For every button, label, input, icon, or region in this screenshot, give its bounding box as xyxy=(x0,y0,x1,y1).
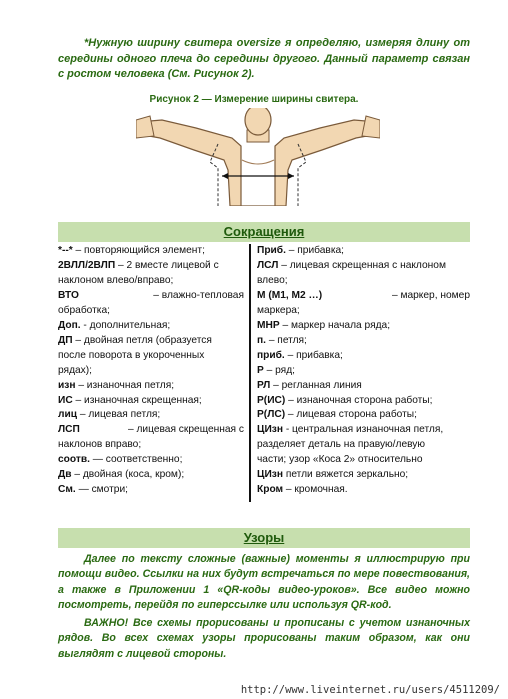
abbreviation-definition: маркера; xyxy=(257,304,300,316)
abbreviation-line xyxy=(257,453,470,468)
abbreviation-line xyxy=(58,364,244,379)
abbreviation-line xyxy=(58,274,244,289)
abbreviation-line xyxy=(58,379,244,394)
abbreviation-definition: – лицевая скрещенная с наклоном xyxy=(278,259,446,271)
patterns-paragraph: Далее по тексту сложные (важные) моменты я иллюстрирую при помощи видео. Ссылки на них будут встречаться по мере повествования, а также в Приложении 1 «QR-коды видео-уроков». Все видео можно посмотреть, перейдя по гиперссылке или используя QR-код. xyxy=(58,553,470,611)
abbreviation-line xyxy=(257,423,470,438)
abbreviation-term: Дв xyxy=(58,469,72,481)
abbreviations-header xyxy=(58,222,470,242)
patterns-title: Узоры xyxy=(243,530,285,545)
abbreviation-definition: – изнаночная скрещенная; xyxy=(72,394,202,406)
abbreviation-term: ЛСП xyxy=(58,424,80,436)
abbreviation-term: РЛ xyxy=(257,379,271,391)
abbreviation-definition: – повторяющийся элемент; xyxy=(72,245,205,256)
abbreviation-line xyxy=(257,349,470,364)
abbreviation-definition: — соответственно; xyxy=(89,454,183,466)
abbreviation-term: ВТО xyxy=(58,289,79,301)
intro-paragraph: *Нужную ширину свитера oversize я определяю, измеряя длину от середины одного плеча до середины другого. Данный параметр связан с ростом человека (См. Рисунок 2). xyxy=(58,37,470,80)
figure-caption: Рисунок 2 — Измерение ширины свитера. xyxy=(149,94,359,105)
abbreviations-title: Сокращения xyxy=(223,224,305,239)
abbreviation-term: М (М1, М2 …) xyxy=(257,289,323,301)
abbreviation-term: См. xyxy=(58,484,76,496)
abbreviation-term: Доп. xyxy=(58,319,81,331)
abbreviation-line xyxy=(257,379,470,394)
abbreviation-line xyxy=(257,438,470,453)
abbreviation-term: МНР xyxy=(257,319,280,331)
abbreviation-line xyxy=(58,423,244,438)
abbreviation-term: ЛСЛ xyxy=(257,259,279,271)
abbreviation-definition: – лицевая петля; xyxy=(77,409,161,421)
abbreviation-definition: петли вяжется зеркально; xyxy=(282,469,409,481)
abbreviation-definition: – маркер начала ряда; xyxy=(279,319,391,331)
abbreviation-definition: – влажно-тепловая xyxy=(153,289,244,301)
abbreviation-definition: – маркер, номер xyxy=(391,289,470,301)
abbreviation-line xyxy=(257,364,470,379)
abbreviation-line xyxy=(58,394,244,409)
abbreviation-definition: разделяет деталь на правую/левую xyxy=(257,439,426,451)
abbreviation-definition: — смотри; xyxy=(75,484,128,496)
abbreviation-line xyxy=(257,304,470,319)
abbreviation-definition: – изнаночная сторона работы; xyxy=(285,394,433,406)
abbreviation-term: Р(ЛС) xyxy=(257,409,286,421)
left-hand-shape xyxy=(136,116,154,138)
right-hand-shape xyxy=(362,116,380,138)
abbreviations-right-column xyxy=(251,244,470,502)
arrow-head-left-icon xyxy=(222,173,228,179)
abbreviation-definition: – ряд; xyxy=(263,364,295,376)
abbreviation-definition: - дополнительная; xyxy=(80,319,171,331)
abbreviation-definition: – прибавка; xyxy=(285,245,344,256)
abbreviation-definition: наклонов вправо; xyxy=(58,439,142,451)
abbreviation-term: Кром xyxy=(257,484,284,496)
abbreviation-definition: – петля; xyxy=(265,334,307,346)
abbreviation-term: Р xyxy=(257,364,264,376)
abbreviations-left-column xyxy=(58,244,251,502)
abbreviations-table xyxy=(58,244,470,502)
torso-illustration xyxy=(136,108,380,206)
abbreviation-line xyxy=(58,319,244,334)
chest-line xyxy=(242,160,274,164)
abbreviation-term: Р(ИС) xyxy=(257,394,286,406)
abbreviation-definition: – лицевая сторона работы; xyxy=(285,409,417,421)
abbreviation-definition: части; узор «Коса 2» относительно xyxy=(257,454,423,466)
abbreviation-line xyxy=(58,453,244,468)
abbreviation-term: ЦИзн xyxy=(257,469,283,481)
abbreviation-definition: после поворота в укороченных xyxy=(58,349,205,361)
abbreviation-term: соотв. xyxy=(58,454,90,466)
patterns-paragraph: ВАЖНО! Все схемы прорисованы и прописаны с учетом изнаночных рядов. Во всех схемах узоры прорисованы таким образом, как они выглядят с лицевой стороны. xyxy=(58,617,470,660)
abbreviation-line xyxy=(58,349,244,364)
abbreviation-line xyxy=(58,244,244,259)
abbreviation-definition: – двойная (коса, кром); xyxy=(71,469,185,481)
shoulder-measurement-figure xyxy=(136,108,380,206)
abbreviation-line xyxy=(257,334,470,349)
abbreviation-definition: обработка; xyxy=(58,304,110,316)
abbreviation-line xyxy=(257,259,470,274)
abbreviation-definition: – лицевая скрещенная с xyxy=(127,424,244,436)
abbreviation-term: ДП xyxy=(58,334,73,346)
abbreviation-line xyxy=(58,289,244,304)
abbreviation-line xyxy=(58,334,244,349)
abbreviation-definition: наклоном влево/вправо; xyxy=(58,274,174,286)
abbreviation-line xyxy=(257,468,470,483)
abbreviation-line xyxy=(257,319,470,334)
head-shape xyxy=(245,108,271,135)
abbreviation-term: Приб. xyxy=(257,245,286,256)
abbreviation-line xyxy=(58,468,244,483)
abbreviation-line xyxy=(58,408,244,423)
abbreviation-term: ИС xyxy=(58,394,73,406)
abbreviation-definition: – регланная линия xyxy=(270,379,362,391)
abbreviation-line xyxy=(257,394,470,409)
abbreviation-definition: – 2 вместе лицевой с xyxy=(115,259,219,271)
abbreviation-term: 2ВЛЛ/2ВЛП xyxy=(58,259,116,271)
abbreviation-line xyxy=(257,289,470,304)
arrow-head-right-icon xyxy=(288,173,294,179)
patterns-header xyxy=(58,528,470,548)
abbreviation-line xyxy=(58,259,244,274)
abbreviation-term: лиц xyxy=(58,409,77,421)
abbreviation-definition: рядах); xyxy=(58,364,92,376)
abbreviation-term: *--* xyxy=(58,245,73,256)
abbreviation-line xyxy=(257,274,470,289)
abbreviation-line xyxy=(58,438,244,453)
abbreviation-line xyxy=(257,244,470,259)
abbreviation-definition: – двойная петля (образуется xyxy=(72,334,212,346)
abbreviation-term: п. xyxy=(257,334,266,346)
abbreviation-term: приб. xyxy=(257,349,285,361)
abbreviation-definition: – изнаночная петля; xyxy=(75,379,175,391)
abbreviation-definition: - центральная изнаночная петля, xyxy=(282,424,444,436)
abbreviation-line xyxy=(257,408,470,423)
abbreviation-definition: влево; xyxy=(257,274,288,286)
abbreviation-term: ЦИзн xyxy=(257,424,283,436)
abbreviation-definition: – прибавка; xyxy=(284,349,343,361)
abbreviation-line xyxy=(257,483,470,498)
source-url: http://www.liveinternet.ru/users/4511209/ xyxy=(240,684,500,696)
abbreviation-line xyxy=(58,304,244,319)
abbreviation-line xyxy=(58,483,244,498)
abbreviation-definition: – кромочная. xyxy=(283,484,348,496)
patterns-text xyxy=(58,552,470,662)
abbreviation-term: изн xyxy=(58,379,76,391)
